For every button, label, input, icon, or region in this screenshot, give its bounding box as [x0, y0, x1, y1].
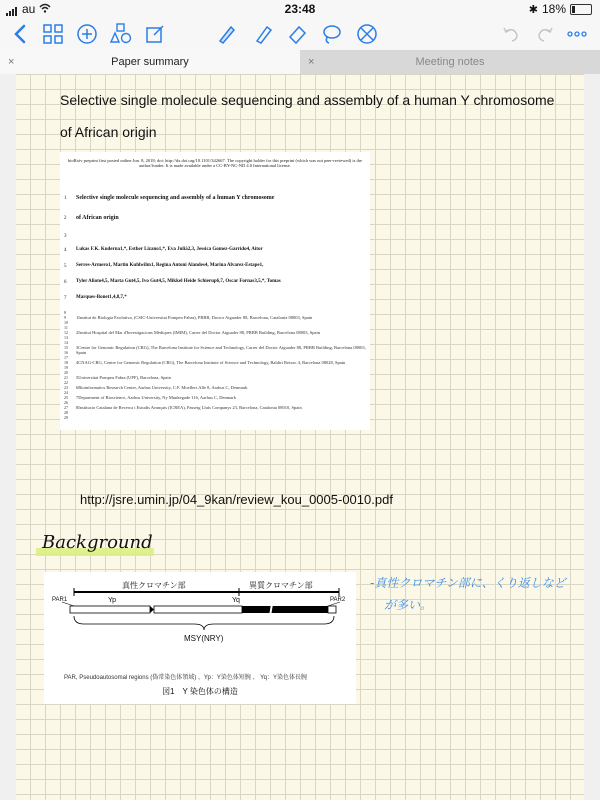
- author-line: Tyler Alioto4,5, Marta Gut4,5, Ivo Gut4,5, Mikkel Heide Schierup6,7, Oscar Fornas3,5,*, Tomas: [76, 279, 281, 284]
- affiliation: 1Institut de Biologia Evolutiva, (CSIC-Universitat Pompeu Fabra), PRBB, Doctor Aiguader 88, Barcelona, Catalonia 08003, Spain: [76, 315, 313, 320]
- pasted-figure-image[interactable]: [44, 572, 356, 704]
- par2-label: PAR2: [330, 597, 346, 603]
- tab-bar: [0, 50, 600, 74]
- affiliation: 3Centre for Genomic Regulation (CRG), The Barcelona Institute for Science and Technology, Carrer del Doctor Aiguader 88, PRBB Building, Barcelona 08003, Spain: [76, 345, 366, 355]
- affiliation: 7Department of Bioscience, Aarhus University, Ny Munkegade 116, Aarhus C, Denmark: [76, 395, 237, 400]
- affiliation-line-numbers: 8 9 10 11 12 13 14 15 16 17 18 19 20 21 22 23 24 25 26 27 28 29: [64, 310, 68, 420]
- author-line: Marques-Bonet1,4,8,7,*: [76, 295, 127, 300]
- eraser-icon[interactable]: [284, 21, 310, 47]
- redo-icon[interactable]: [532, 21, 558, 47]
- close-icon[interactable]: ×: [8, 56, 15, 68]
- affiliation: 6Bioinformatics Research Center, Aarhus University, C.F. Moellers Alle 8, Aarhus C, Denmark: [76, 385, 248, 390]
- affiliation: 5Universitat Pompeu Fabra (UPF), Barcelona, Spain: [76, 375, 171, 380]
- tab-paper-summary[interactable]: [0, 50, 300, 74]
- battery-percent: 18%: [541, 2, 566, 16]
- line-number: 6: [64, 280, 67, 285]
- page-margin-right: [584, 74, 600, 800]
- tab-meeting-notes[interactable]: [300, 50, 600, 74]
- line-number: 2: [64, 216, 67, 221]
- pasted-paper-image[interactable]: [60, 152, 370, 430]
- euchromatin-label: 真性クロマチン部: [122, 581, 186, 590]
- heterochromatin-label: 異質クロマチン部: [249, 581, 313, 590]
- line-number: 5: [64, 264, 67, 269]
- highlighter-icon[interactable]: [250, 21, 276, 47]
- shapes-icon[interactable]: [108, 21, 134, 47]
- more-icon[interactable]: [564, 21, 590, 47]
- line-number: 3: [64, 234, 67, 239]
- msy-label: MSY(NRY): [184, 634, 224, 643]
- paper-title-line: of African origin: [76, 215, 119, 221]
- grid-icon[interactable]: [40, 21, 66, 47]
- edit-icon[interactable]: [142, 21, 168, 47]
- tab-label: Meeting notes: [415, 56, 485, 68]
- status-right: [529, 2, 592, 16]
- clock: 23:48: [284, 2, 316, 16]
- add-icon[interactable]: [74, 21, 100, 47]
- reference-url[interactable]: http://jsre.umin.jp/04_9kan/review_kou_0005-0010.pdf: [80, 492, 393, 507]
- status-bar: [0, 0, 600, 18]
- pen-icon[interactable]: [214, 21, 240, 47]
- yp-label: Yp: [108, 597, 117, 604]
- toolbar: [0, 18, 600, 50]
- lasso-icon[interactable]: [318, 21, 344, 47]
- figure-caption: 図1 Y 染色体の構造: [162, 687, 238, 696]
- line-number: 4: [64, 248, 67, 253]
- affiliation: 4CNAG-CRG, Centre for Genomic Regulation (CRG), The Barcelona Institute of Science and Technology, Baldiri Reixac 4, Barcelona 08028, Spain: [76, 360, 346, 365]
- undo-icon[interactable]: [498, 21, 524, 47]
- yq-label: Yq: [232, 597, 240, 604]
- line-number: 7: [64, 296, 67, 301]
- page-margin-left: [0, 74, 16, 800]
- tab-label: Paper summary: [111, 56, 189, 68]
- line-number: 1: [64, 196, 67, 201]
- affiliation: 2Institut Hospital del Mar d'Investigacions Mèdiques (IMIM), Carrer del Doctor Aiguader 88, PRBB Building, Barcelona 08003, Spain: [76, 330, 321, 335]
- author-line: Serres-Armero1, Martin Kuhlwilm1, Regina Antoni Alandes4, Marina Alvarez-Estape1,: [76, 263, 264, 268]
- bluetooth-icon: ✱: [528, 3, 538, 16]
- background-heading: Background: [42, 532, 153, 553]
- handwritten-note: -真性クロマチン部に、くり返しなど が多い。: [370, 576, 566, 612]
- chromosome-diagram: [44, 572, 356, 672]
- battery-icon: [570, 4, 592, 15]
- affiliation: 8Institucio Catalana de Recerca i Estudis Avançats (ICREA), Passeig Lluís Companys 23, Barcelona, Catalonia 08010, Spain: [76, 405, 302, 410]
- hand-icon[interactable]: [354, 21, 380, 47]
- note-title-line-1: Selective single molecule sequencing and assembly of a human Y chromosome: [60, 92, 555, 108]
- author-line: Lukas F.K. Kuderna1,*, Esther Lizano1,*, Eva Julià2,3, Jessica Gomez-Garrido4, Aitor: [76, 247, 263, 252]
- back-icon[interactable]: [8, 21, 34, 47]
- paper-title-line: Selective single molecule sequencing and assembly of a human Y chromosome: [76, 195, 275, 201]
- par1-label: PAR1: [52, 597, 68, 603]
- close-icon[interactable]: ×: [308, 56, 315, 68]
- figure-legend: PAR, Pseudoautosomal regions (偽常染色体領域) 、Yp：Y染色体短腕 、 Yq：Y染色体長腕: [64, 675, 307, 681]
- paper-header: bioRxiv preprint first posted online Jun. 8, 2018; doi: http://dx.doi.org/10.1101/342667. The copyright holder for this preprint (which was not peer-reviewed) is the author/funder. It is made available under a CC-BY-NC-ND 4.0 International license.: [68, 158, 362, 168]
- carrier-label: au: [22, 2, 36, 16]
- note-title-line-2: of African origin: [60, 124, 157, 140]
